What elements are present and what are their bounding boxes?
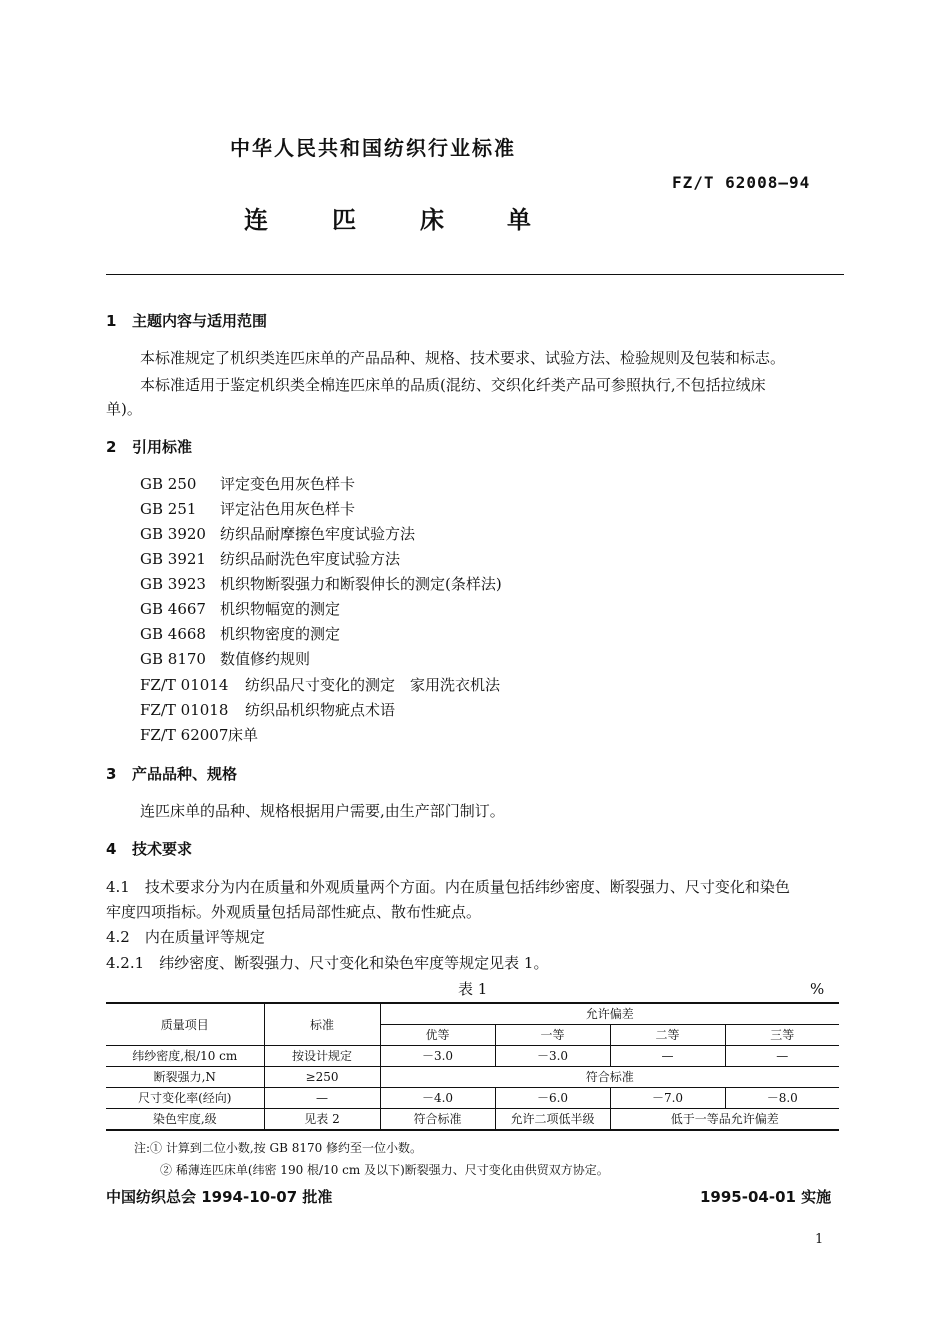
section-3-heading [106,763,237,784]
section-1-heading [106,310,267,331]
reference-item: FZ/T 01018 纺织品机织物疵点术语 [140,701,396,719]
reference-item: FZ/T 62007床单 [140,726,259,744]
reference-item: GB 4668 机织物密度的测定 [140,625,341,643]
table-cell: －8.0 [725,1088,839,1109]
table-cell: －4.0 [380,1088,495,1109]
table-cell: — [264,1088,380,1109]
clause-4-1: 4.1 技术要求分为内在质量和外观质量两个方面。内在质量包括纬纱密度、断裂强力、尺寸变化和染色 [106,878,790,896]
quality-table [106,1002,839,1131]
doc-title-char-4: 单 [507,206,531,234]
standard-code: FZ/T 62008—94 [672,173,811,192]
section-number: 1 [106,312,117,330]
header-allowance: 允许偏差 [380,1003,839,1025]
table-cell: 断裂强力,N [106,1067,264,1088]
section-title: 引用标准 [132,438,193,456]
table-cell: ≥250 [264,1067,380,1088]
approval-line: 中国纺织总会 1994-10-07 批准 [106,1188,333,1206]
clause-4-1-cont: 牢度四项指标。外观质量包括局部性疵点、散布性疵点。 [106,903,482,921]
table-cell: 尺寸变化率(经向) [106,1088,264,1109]
standard-org-title: 中华人民共和国纺织行业标准 [230,136,516,160]
reference-item: GB 251 评定沾色用灰色样卡 [140,500,356,518]
section-1-paragraph-1: 本标准规定了机织类连匹床单的产品品种、规格、技术要求、试验方法、检验规则及包装和标志。 [140,349,786,367]
doc-title-char-1: 连 [244,206,268,234]
page-number: 1 [815,1232,824,1247]
table-cell: — [725,1046,839,1067]
section-number: 3 [106,765,117,783]
reference-item: GB 3923 机织物断裂强力和断裂伸长的测定(条样法) [140,575,502,593]
table-cell: －6.0 [495,1088,610,1109]
table-cell: －3.0 [495,1046,610,1067]
table-cell: 按设计规定 [264,1046,380,1067]
table-cell: 符合标准 [380,1109,495,1131]
table-cell: －3.0 [380,1046,495,1067]
header-grade: 一等 [495,1025,610,1046]
table-note-1: 注:① 计算到二位小数,按 GB 8170 修约至一位小数。 [134,1141,423,1155]
reference-item: GB 250 评定变色用灰色样卡 [140,475,356,493]
header-grade: 三等 [725,1025,839,1046]
clause-4-2-1: 4.2.1 纬纱密度、断裂强力、尺寸变化和染色牢度等规定见表 1。 [106,954,549,972]
section-1-paragraph-2: 本标准适用于鉴定机织类全棉连匹床单的品质(混纺、交织化纤类产品可参照执行,不包括拉绒床 [140,376,766,394]
implementation-line: 1995-04-01 实施 [700,1188,832,1206]
section-title: 产品品种、规格 [132,765,238,783]
header-grade: 二等 [610,1025,725,1046]
header-divider [106,274,844,275]
section-1-paragraph-2-cont: 单)。 [106,400,142,418]
header-standard: 标准 [264,1003,380,1046]
table-cell: 见表 2 [264,1109,380,1131]
table-row [106,1109,839,1131]
table-cell: －7.0 [610,1088,725,1109]
table-header-row [106,1003,839,1025]
doc-title-char-2: 匹 [332,206,356,234]
table-row [106,1067,839,1088]
table-row [106,1088,839,1109]
section-2-heading [106,436,192,457]
table-cell: — [610,1046,725,1067]
section-number: 4 [106,840,117,858]
clause-4-2: 4.2 内在质量评等规定 [106,928,265,946]
reference-item: GB 3921 纺织品耐洗色牢度试验方法 [140,550,401,568]
reference-item: GB 8170 数值修约规则 [140,650,311,668]
table-unit: % [810,980,825,998]
table-caption: 表 1 [458,980,488,998]
section-title: 主题内容与适用范围 [132,312,268,330]
header-item: 质量项目 [106,1003,264,1046]
reference-item: GB 4667 机织物幅宽的测定 [140,600,341,618]
table-row [106,1046,839,1067]
table-cell: 符合标准 [380,1067,839,1088]
reference-item: FZ/T 01014 纺织品尺寸变化的测定 家用洗衣机法 [140,676,501,694]
table-cell: 允许二项低半级 [495,1109,610,1131]
table-cell: 染色牢度,级 [106,1109,264,1131]
section-number: 2 [106,438,117,456]
table-cell: 低于一等品允许偏差 [610,1109,839,1131]
section-title: 技术要求 [132,840,193,858]
section-4-heading [106,838,192,859]
table-cell: 纬纱密度,根/10 cm [106,1046,264,1067]
doc-title-char-3: 床 [420,206,444,234]
header-grade: 优等 [380,1025,495,1046]
reference-item: GB 3920 纺织品耐摩擦色牢度试验方法 [140,525,416,543]
table-note-2: ② 稀薄连匹床单(纬密 190 根/10 cm 及以下)断裂强力、尺寸变化由供贸双方协定。 [160,1163,609,1177]
section-3-paragraph: 连匹床单的品种、规格根据用户需要,由生产部门制订。 [140,802,505,820]
